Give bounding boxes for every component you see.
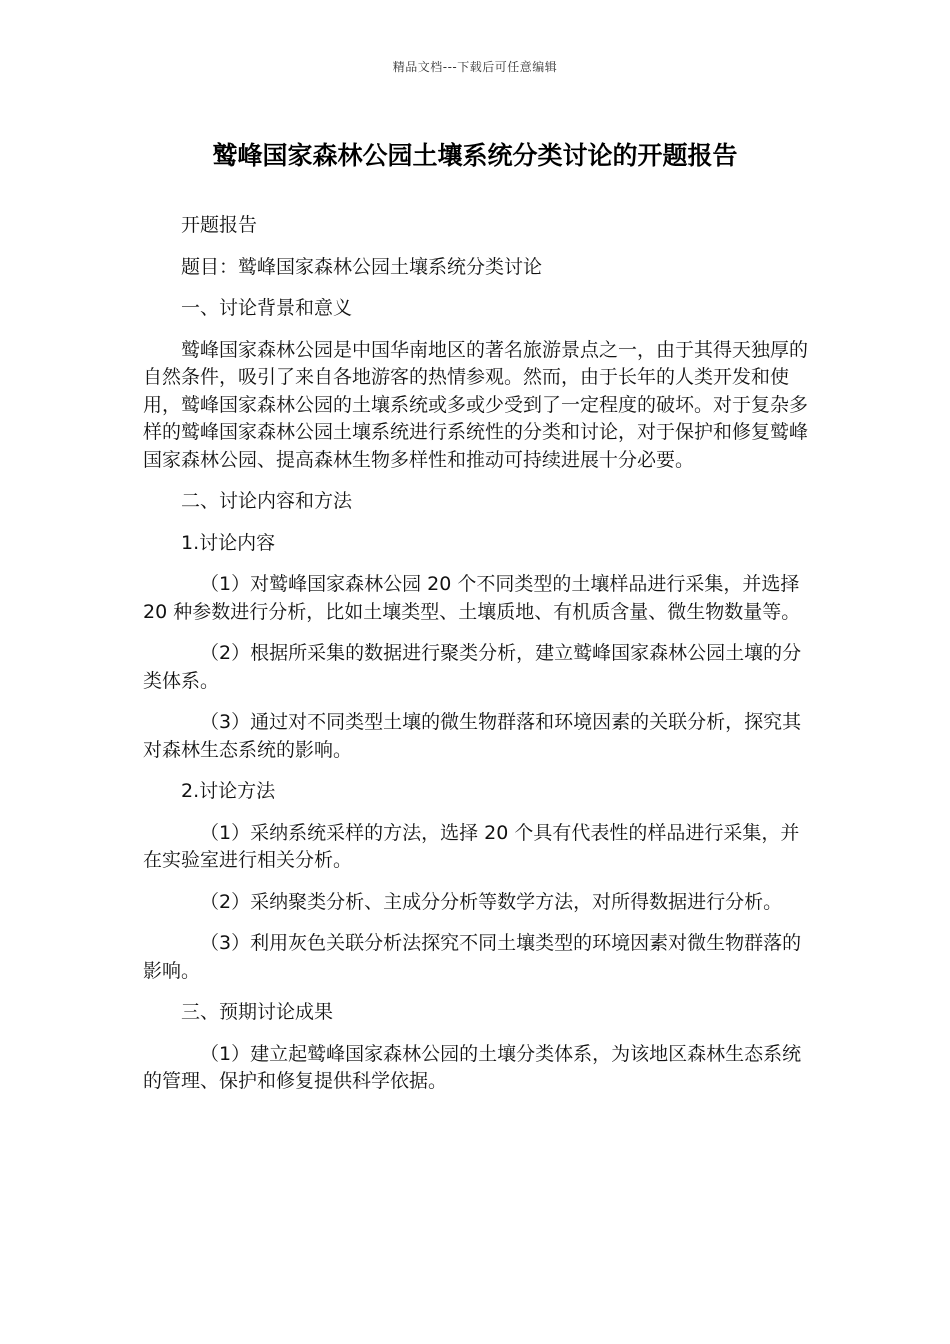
document-title: 鹫峰国家森林公园土壤系统分类讨论的开题报告 bbox=[212, 141, 738, 170]
method-item-3: （3）利用灰色关联分析法探究不同土壤类型的环境因素对微生物群落的影响。 bbox=[143, 932, 802, 982]
report-label: 开题报告 bbox=[181, 214, 258, 236]
method-item-1: （1）采纳系统采样的方法，选择 20 个具有代表性的样品进行采集，并在实验室进行相关分析。 bbox=[143, 821, 800, 871]
header-note: 精品文档---下载后可任意编辑 bbox=[392, 60, 558, 74]
report-topic: 题目：鹫峰国家森林公园土壤系统分类讨论 bbox=[181, 255, 543, 278]
subheading-content: 1.讨论内容 bbox=[181, 531, 276, 554]
section-heading-expected-results: 三、预期讨论成果 bbox=[181, 1001, 334, 1023]
background-paragraph: 鹫峰国家森林公园是中国华南地区的著名旅游景点之一，由于其得天独厚的自然条件，吸引了来自各地游客的热情参观。然而，由于长年的人类开发和使用，鹫峰国家森林公园的土壤系统或多或少受到了一定程度的破坏。对于复杂多样的鹫峰国家森林公园土壤系统进行系统性的分类和讨论，对于保护和修复鹫峰国家森林公园、提高森林生物多样性和推动可持续进展十分必要。 bbox=[143, 338, 809, 471]
content-item-1: （1）对鹫峰国家森林公园 20 个不同类型的土壤样品进行采集，并选择 20 种参数进行分析，比如土壤类型、土壤质地、有机质含量、微生物数量等。 bbox=[143, 573, 801, 623]
section-heading-content-methods: 二、讨论内容和方法 bbox=[181, 490, 353, 512]
result-item-1: （1）建立起鹫峰国家森林公园的土壤分类体系，为该地区森林生态系统的管理、保护和修复提供科学依据。 bbox=[143, 1042, 802, 1092]
section-heading-background: 一、讨论背景和意义 bbox=[181, 297, 353, 319]
content-item-2: （2）根据所采集的数据进行聚类分析，建立鹫峰国家森林公园土壤的分类体系。 bbox=[143, 642, 802, 692]
content-item-3: （3）通过对不同类型土壤的微生物群落和环境因素的关联分析，探究其对森林生态系统的影响。 bbox=[143, 711, 802, 761]
document-body bbox=[143, 212, 815, 1110]
subheading-methods: 2.讨论方法 bbox=[181, 780, 276, 802]
method-item-2: （2）采纳聚类分析、主成分分析等数学方法，对所得数据进行分析。 bbox=[200, 890, 783, 913]
